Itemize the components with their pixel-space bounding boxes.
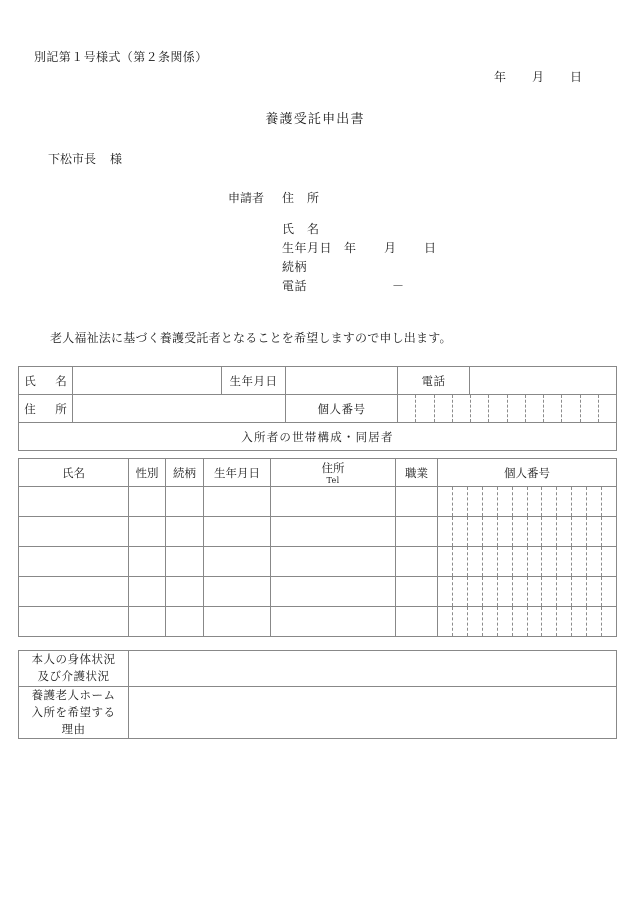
mynumber-box[interactable]: [556, 517, 571, 546]
mynumber-box[interactable]: [541, 517, 556, 546]
date-day-label: 日: [570, 70, 583, 84]
mynumber-box[interactable]: [438, 577, 452, 606]
mynumber-box[interactable]: [601, 577, 616, 606]
mynumber-box[interactable]: [571, 547, 586, 576]
mynumber-box[interactable]: [586, 577, 601, 606]
applicant-birth-row: [228, 239, 436, 256]
mynumber-box[interactable]: [497, 607, 512, 636]
entry-relation[interactable]: [166, 577, 204, 607]
table-row: [19, 607, 617, 637]
mynumber-box[interactable]: [438, 547, 452, 576]
entry-occupation[interactable]: [396, 577, 438, 607]
cell-address-value[interactable]: [73, 395, 286, 423]
entry-address[interactable]: [271, 547, 396, 577]
entry-name[interactable]: [19, 547, 129, 577]
col-header-address-tel: Tel: [326, 475, 340, 485]
mynumber-box[interactable]: [497, 487, 512, 516]
household-header-row: [19, 459, 617, 487]
mynumber-box[interactable]: [561, 395, 579, 422]
mynumber-box[interactable]: [497, 547, 512, 576]
mynumber-box[interactable]: [452, 547, 467, 576]
mynumber-box[interactable]: [512, 517, 527, 546]
mynumber-strip: [438, 577, 616, 606]
statement-text: 老人福祉法に基づく養護受託者となることを希望しますので申し出ます。: [50, 331, 452, 345]
col-header-occupation: 職業: [396, 459, 438, 487]
mynumber-box[interactable]: [434, 395, 452, 422]
mynumber-box[interactable]: [556, 487, 571, 516]
entry-mynumber[interactable]: [438, 487, 617, 517]
applicant-phone-row: [228, 277, 436, 294]
mynumber-box[interactable]: [438, 487, 452, 516]
col-header-birth: 生年月日: [204, 459, 271, 487]
section-reason: [19, 686, 617, 739]
entry-gender[interactable]: [129, 547, 166, 577]
mynumber-box[interactable]: [541, 607, 556, 636]
mynumber-box[interactable]: [497, 577, 512, 606]
mynumber-box[interactable]: [482, 577, 497, 606]
addressee-name: 下松市長: [48, 152, 97, 166]
mynumber-box[interactable]: [586, 607, 601, 636]
form-code: 別記第１号様式（第２条関係）: [34, 50, 208, 64]
mynumber-box[interactable]: [601, 547, 616, 576]
mynumber-box[interactable]: [556, 547, 571, 576]
birth-month-label: 月: [384, 241, 397, 255]
section-value-physical[interactable]: [129, 651, 617, 687]
mynumber-box[interactable]: [586, 547, 601, 576]
mynumber-box[interactable]: [541, 547, 556, 576]
entry-address[interactable]: [271, 487, 396, 517]
entry-name[interactable]: [19, 487, 129, 517]
entry-address[interactable]: [271, 577, 396, 607]
mynumber-box[interactable]: [482, 487, 497, 516]
mynumber-box[interactable]: [571, 487, 586, 516]
applicant-name-row: [228, 220, 436, 237]
mynumber-box[interactable]: [452, 577, 467, 606]
entry-gender[interactable]: [129, 577, 166, 607]
mynumber-box[interactable]: [452, 395, 470, 422]
col-header-name: 氏名: [19, 459, 129, 487]
mynumber-box[interactable]: [488, 395, 506, 422]
entry-occupation[interactable]: [396, 517, 438, 547]
table-row-name: [19, 367, 617, 395]
entry-gender[interactable]: [129, 517, 166, 547]
section-label-reason: [19, 686, 129, 739]
mynumber-strip: [438, 607, 616, 636]
mynumber-box[interactable]: [541, 487, 556, 516]
mynumber-box[interactable]: [467, 487, 482, 516]
mynumber-box[interactable]: [527, 607, 542, 636]
mynumber-box[interactable]: [580, 395, 598, 422]
mynumber-box[interactable]: [470, 395, 488, 422]
entry-birth[interactable]: [204, 487, 271, 517]
cell-phone-label: 電話: [398, 367, 470, 395]
bottom-sections-table: [18, 650, 617, 739]
mynumber-strip: [398, 395, 616, 422]
entry-birth[interactable]: [204, 577, 271, 607]
section-value-reason[interactable]: [129, 686, 617, 739]
entry-relation[interactable]: [166, 547, 204, 577]
mynumber-box[interactable]: [497, 517, 512, 546]
section-label-line2: 入所を希望する: [31, 704, 116, 719]
mynumber-box[interactable]: [571, 577, 586, 606]
section-label-line1: 養護老人ホーム: [31, 687, 116, 702]
entry-gender[interactable]: [129, 607, 166, 637]
mynumber-box[interactable]: [543, 395, 561, 422]
phone-dash: －: [392, 279, 405, 293]
mynumber-box[interactable]: [482, 547, 497, 576]
mynumber-box[interactable]: [482, 607, 497, 636]
main-form-table: [18, 366, 617, 451]
col-header-mynumber: 個人番号: [438, 459, 617, 487]
mynumber-box[interactable]: [556, 577, 571, 606]
applicant-block: [228, 189, 436, 297]
mynumber-box[interactable]: [452, 607, 467, 636]
entry-mynumber[interactable]: [438, 517, 617, 547]
entry-address[interactable]: [271, 607, 396, 637]
date-year-label: 年: [494, 70, 507, 84]
cell-birth-value[interactable]: [286, 367, 398, 395]
mynumber-box[interactable]: [598, 395, 616, 422]
cell-address-label: 住 所: [19, 395, 73, 423]
mynumber-box[interactable]: [527, 577, 542, 606]
applicant-address-label: 住 所: [282, 191, 320, 205]
entry-birth[interactable]: [204, 547, 271, 577]
mynumber-box[interactable]: [601, 607, 616, 636]
household-table: [18, 458, 617, 637]
mynumber-box[interactable]: [467, 577, 482, 606]
mynumber-box[interactable]: [438, 517, 452, 546]
mynumber-box[interactable]: [452, 487, 467, 516]
mynumber-box[interactable]: [467, 517, 482, 546]
entry-birth[interactable]: [204, 517, 271, 547]
applicant-birth-label: 生年月日: [282, 241, 333, 255]
mynumber-box[interactable]: [541, 577, 556, 606]
mynumber-box[interactable]: [527, 547, 542, 576]
addressee: [48, 150, 122, 167]
addressee-honorific: 様: [110, 152, 123, 166]
mynumber-box[interactable]: [512, 577, 527, 606]
mynumber-box[interactable]: [571, 517, 586, 546]
table-row-band: [19, 423, 617, 451]
mynumber-box[interactable]: [601, 487, 616, 516]
table-row: [19, 517, 617, 547]
mynumber-strip: [438, 547, 616, 576]
entry-address[interactable]: [271, 517, 396, 547]
col-header-address: [271, 459, 396, 487]
applicant-prefix: 申請者: [228, 191, 265, 205]
mynumber-box[interactable]: [586, 517, 601, 546]
mynumber-box[interactable]: [507, 395, 525, 422]
entry-mynumber[interactable]: [438, 547, 617, 577]
mynumber-box[interactable]: [571, 607, 586, 636]
entry-mynumber[interactable]: [438, 577, 617, 607]
cell-birth-label: 生年月日: [222, 367, 286, 395]
entry-name[interactable]: [19, 517, 129, 547]
cell-name-value[interactable]: [73, 367, 222, 395]
section-label-line1: 本人の身体状況: [31, 652, 116, 666]
entry-relation[interactable]: [166, 517, 204, 547]
mynumber-box[interactable]: [527, 487, 542, 516]
entry-name[interactable]: [19, 607, 129, 637]
cell-phone-value[interactable]: [470, 367, 617, 395]
section-label-line3: 理由: [61, 722, 86, 736]
mynumber-box[interactable]: [452, 517, 467, 546]
applicant-relation-row: [228, 258, 436, 275]
section-label-physical: [19, 651, 129, 687]
mynumber-box[interactable]: [586, 487, 601, 516]
document-title: 養護受託申出書: [265, 112, 365, 127]
table-row: [19, 487, 617, 517]
date-month-label: 月: [532, 70, 545, 84]
entry-relation[interactable]: [166, 607, 204, 637]
section-physical-condition: [19, 651, 617, 687]
mynumber-strip: [438, 487, 616, 516]
submission-date-line: [494, 68, 582, 85]
mynumber-box[interactable]: [482, 517, 497, 546]
col-header-gender: 性別: [129, 459, 166, 487]
mynumber-box[interactable]: [512, 607, 527, 636]
applicant-name-label: 氏 名: [282, 222, 320, 236]
entry-occupation[interactable]: [396, 607, 438, 637]
entry-mynumber[interactable]: [438, 607, 617, 637]
table-row: [19, 577, 617, 607]
mynumber-box[interactable]: [601, 517, 616, 546]
mynumber-strip: [438, 517, 616, 546]
birth-day-label: 日: [424, 241, 437, 255]
birth-year-label: 年: [344, 241, 357, 255]
entry-occupation[interactable]: [396, 547, 438, 577]
cell-mynumber-value[interactable]: [398, 395, 617, 423]
entry-birth[interactable]: [204, 607, 271, 637]
applicant-address-row: [228, 189, 436, 206]
applicant-relation-label: 続柄: [282, 260, 308, 274]
section-label-line2: 及び介護状況: [37, 669, 110, 684]
entry-name[interactable]: [19, 577, 129, 607]
mynumber-box[interactable]: [438, 607, 452, 636]
applicant-phone-label: 電話: [282, 279, 308, 293]
applicant-birth-ymd: [344, 239, 436, 256]
mynumber-box[interactable]: [415, 395, 433, 422]
household-section-header: 入所者の世帯構成・同居者: [19, 423, 617, 451]
mynumber-box[interactable]: [525, 395, 543, 422]
entry-gender[interactable]: [129, 487, 166, 517]
mynumber-box[interactable]: [467, 607, 482, 636]
col-header-relation: 続柄: [166, 459, 204, 487]
mynumber-box[interactable]: [527, 517, 542, 546]
cell-mynumber-label: 個人番号: [286, 395, 398, 423]
cell-name-label: 氏 名: [19, 367, 73, 395]
mynumber-box[interactable]: [512, 547, 527, 576]
table-row-address: [19, 395, 617, 423]
mynumber-box[interactable]: [398, 395, 415, 422]
mynumber-box[interactable]: [556, 607, 571, 636]
mynumber-box[interactable]: [467, 547, 482, 576]
entry-relation[interactable]: [166, 487, 204, 517]
col-header-address-main: 住所: [321, 460, 345, 475]
table-row: [19, 547, 617, 577]
entry-occupation[interactable]: [396, 487, 438, 517]
mynumber-box[interactable]: [512, 487, 527, 516]
